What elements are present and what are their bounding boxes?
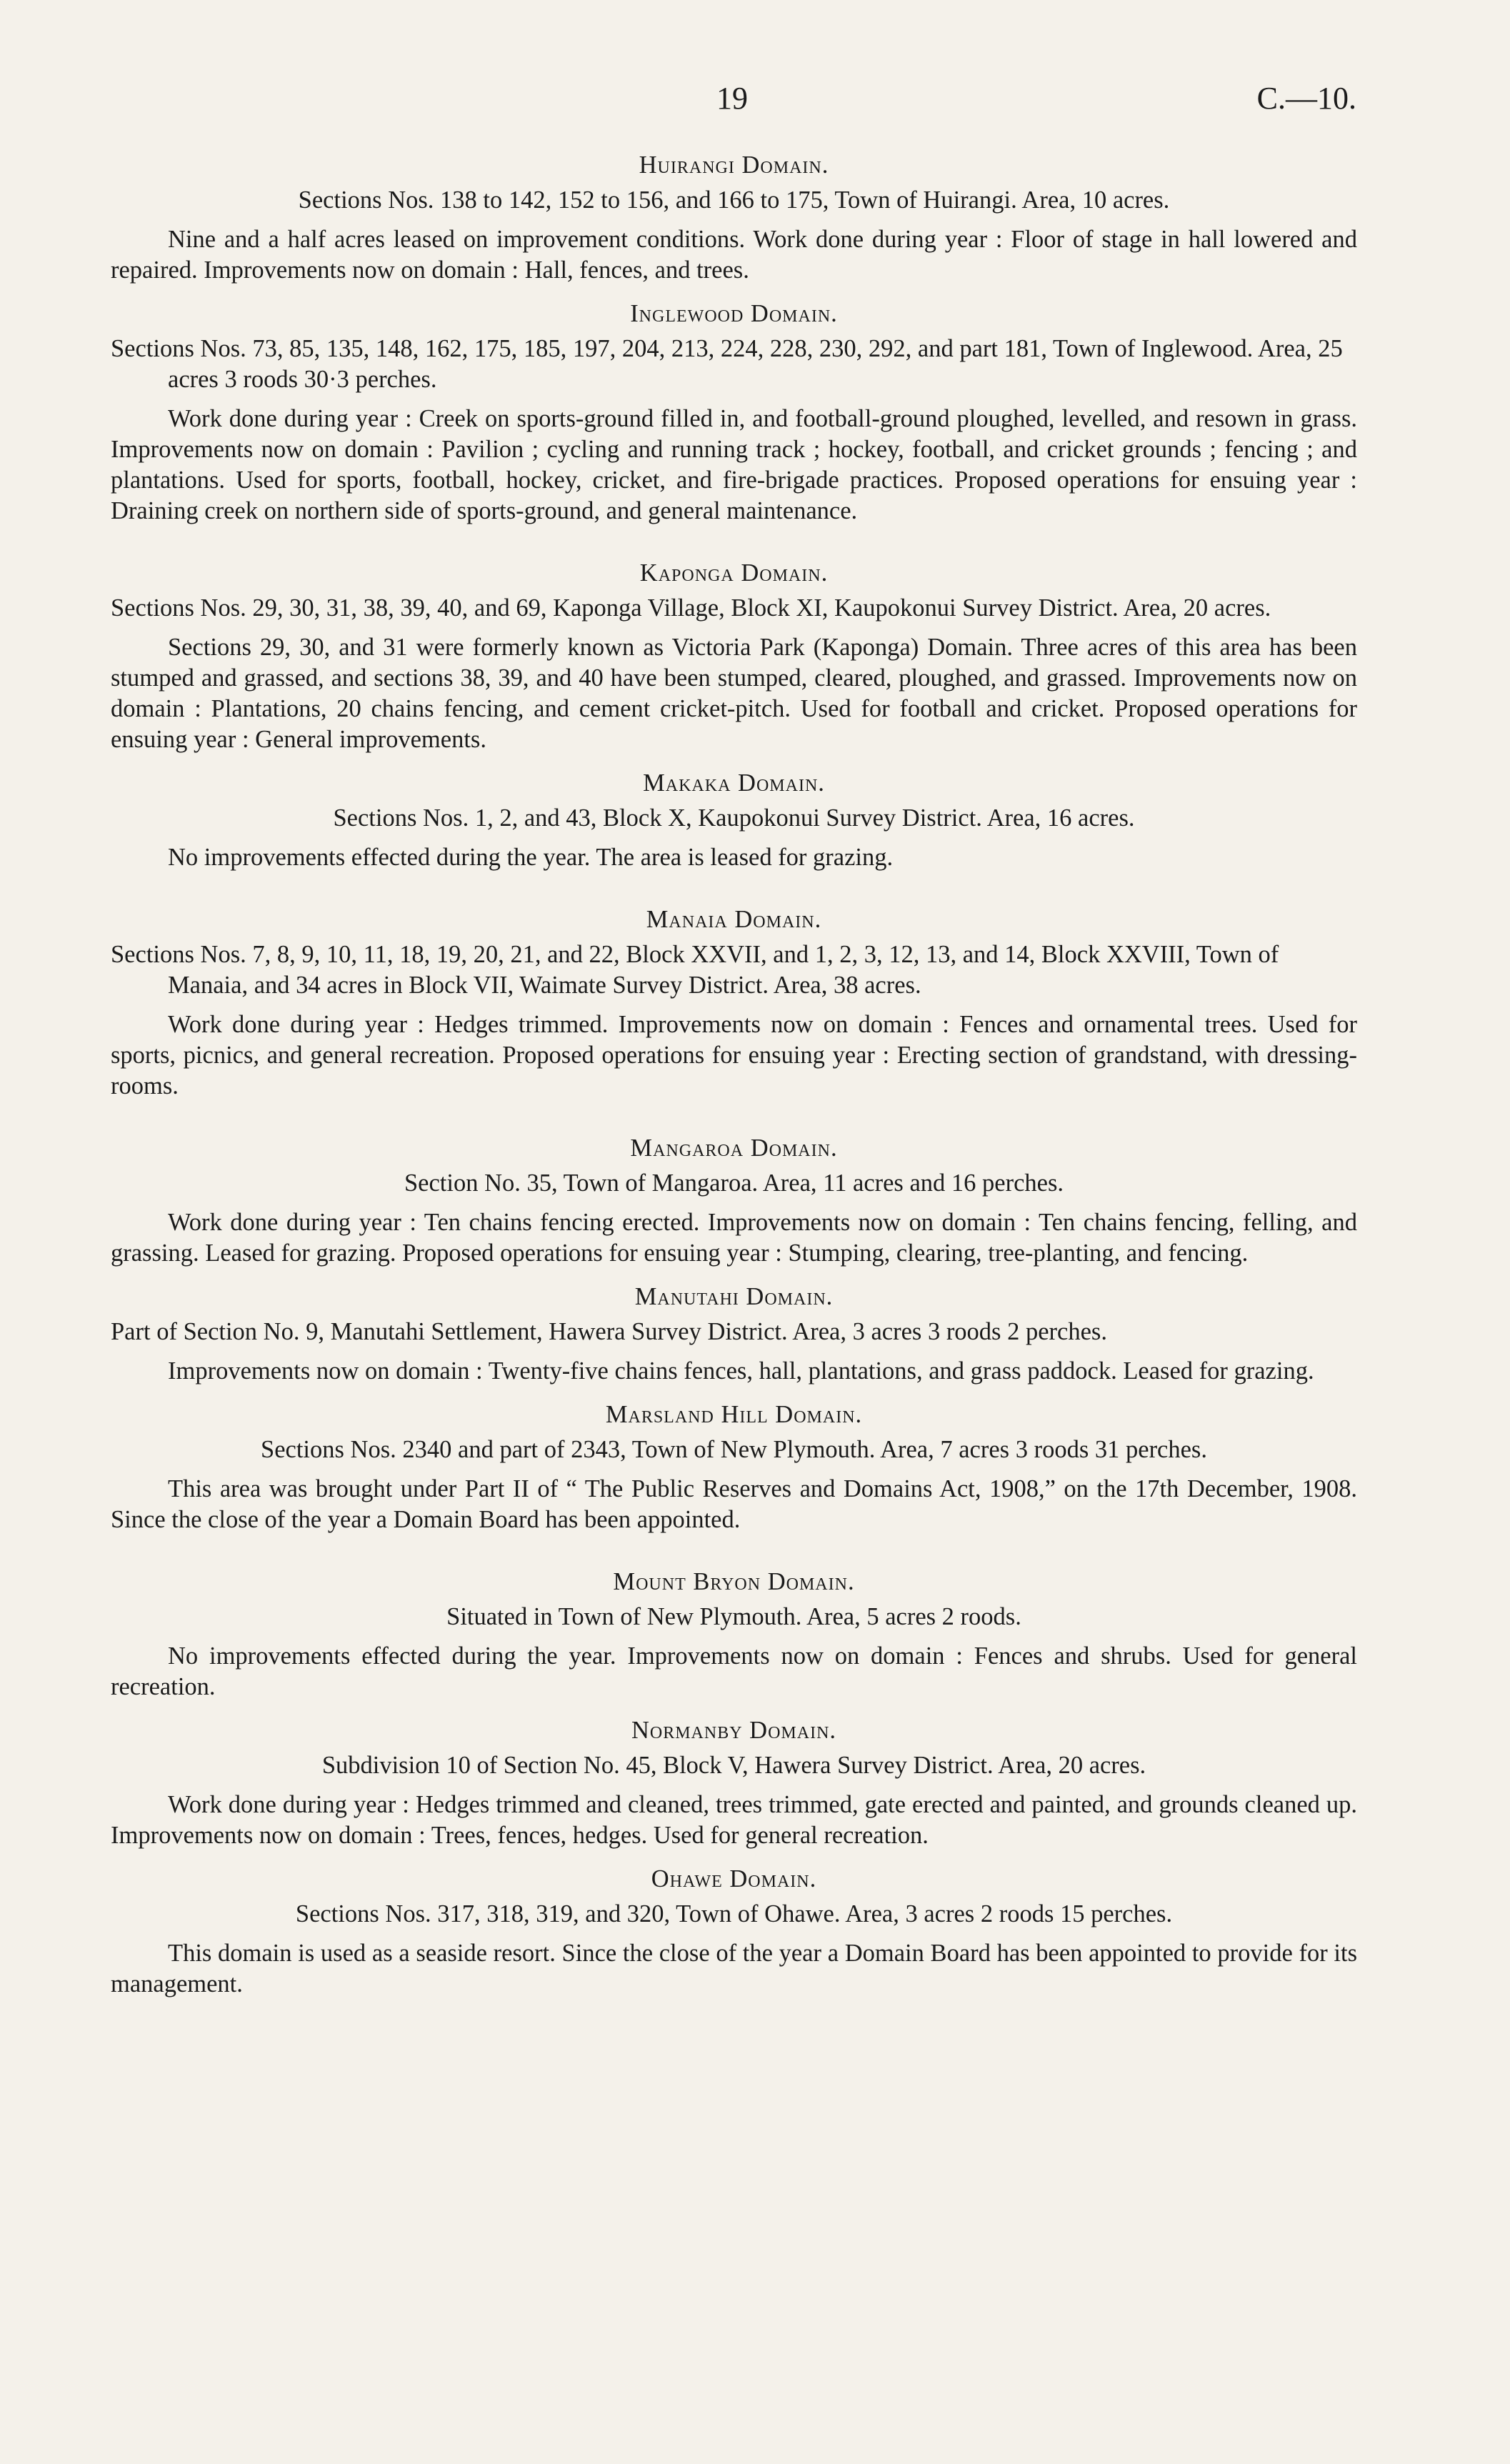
section-description: Sections Nos. 317, 318, 319, and 320, Town of Ohawe. Area, 3 acres 2 roods 15 perches. <box>295 1900 1173 1927</box>
section-heading: Inglewood Domain. <box>630 300 838 327</box>
section-paragraph: Work done during year : Ten chains fencing erected. Improvements now on domain : Ten chains fencing, felling, and grassing. Leased for grazing. Proposed operations for ensuing year : Stumping, clearing, tree-planting, and fencing. <box>111 1209 1357 1267</box>
section-description: Sections Nos. 29, 30, 31, 38, 39, 40, and 69, Kaponga Village, Block XI, Kaupokonui Survey District. Area, 20 acres. <box>111 594 1271 622</box>
section-description: Part of Section No. 9, Manutahi Settlement, Hawera Survey District. Area, 3 acres 3 roods 2 perches. <box>111 1318 1107 1345</box>
section-paragraph: Work done during year : Creek on sports-ground filled in, and football-ground ploughed, levelled, and resown in grass. Improvements now on domain : Pavilion ; cycling and running track ; hockey, football, and cricket grounds ; fencing ; and plantations. Used for sports, football, hockey, cricket, and fire-brigade practices. Proposed operations for ensuing year : Draining creek on northern side of sports-ground, and general maintenance. <box>111 405 1357 524</box>
section-huirangi-domain <box>111 150 1357 286</box>
section-manaia-domain <box>111 904 1357 1102</box>
section-description: Subdivision 10 of Section No. 45, Block V, Hawera Survey District. Area, 20 acres. <box>321 1752 1146 1779</box>
section-mangaroa-domain <box>111 1133 1357 1269</box>
section-heading: Huirangi Domain. <box>639 151 829 179</box>
section-heading: Manutahi Domain. <box>634 1283 834 1310</box>
section-heading: Normanby Domain. <box>631 1717 837 1744</box>
section-paragraph: Improvements now on domain : Twenty-five chains fences, hall, plantations, and grass paddock. Leased for grazing. <box>168 1357 1314 1385</box>
section-paragraph: Nine and a half acres leased on improvement conditions. Work done during year : Floor of stage in hall lowered and repaired. Improvements now on domain : Hall, fences, and trees. <box>111 226 1357 284</box>
section-paragraph: This domain is used as a seaside resort. Since the close of the year a Domain Board has been appointed to provide for its management. <box>111 1940 1357 1997</box>
section-mount-bryon-domain <box>111 1567 1357 1702</box>
section-ohawe-domain <box>111 1864 1357 2000</box>
section-description: Section No. 35, Town of Mangaroa. Area, 11 acres and 16 perches. <box>404 1169 1064 1197</box>
section-paragraph: No improvements effected during the year. Improvements now on domain : Fences and shrubs. Used for general recreation. <box>111 1642 1357 1700</box>
section-description: Sections Nos. 73, 85, 135, 148, 162, 175, 185, 197, 204, 213, 224, 228, 230, 292, and part 181, Town of Inglewood. Area, 25 acres 3 roods 30·3 perches. <box>111 335 1343 393</box>
section-normanby-domain <box>111 1715 1357 1851</box>
section-description: Sections Nos. 138 to 142, 152 to 156, and 166 to 175, Town of Huirangi. Area, 10 acres. <box>298 186 1170 214</box>
section-heading: Kaponga Domain. <box>639 559 829 587</box>
section-makaka-domain <box>111 768 1357 873</box>
running-head <box>0 80 1510 123</box>
section-heading: Mangaroa Domain. <box>630 1134 838 1162</box>
section-heading: Mount Bryon Domain. <box>613 1568 855 1595</box>
section-marsland-hill-domain <box>111 1400 1357 1535</box>
section-heading: Marsland Hill Domain. <box>605 1401 863 1428</box>
document-reference: C.—10. <box>1256 81 1356 116</box>
section-kaponga-domain <box>111 558 1357 755</box>
section-description: Sections Nos. 7, 8, 9, 10, 11, 18, 19, 20, 21, and 22, Block XXVII, and 1, 2, 3, 12, 13, and 14, Block XXVIII, Town of Manaia, and 34 acres in Block VII, Waimate Survey District. Area, 38 acres. <box>111 941 1279 999</box>
section-description: Situated in Town of New Plymouth. Area, 5 acres 2 roods. <box>446 1603 1021 1630</box>
section-description: Sections Nos. 2340 and part of 2343, Town of New Plymouth. Area, 7 acres 3 roods 31 perches. <box>261 1436 1207 1463</box>
section-description: Sections Nos. 1, 2, and 43, Block X, Kaupokonui Survey District. Area, 16 acres. <box>333 804 1135 832</box>
page-number: 19 <box>716 81 748 116</box>
section-heading: Manaia Domain. <box>646 906 822 933</box>
page-body <box>111 150 1357 2012</box>
section-paragraph: No improvements effected during the year. The area is leased for grazing. <box>168 844 894 871</box>
section-manutahi-domain <box>111 1282 1357 1387</box>
section-paragraph: Work done during year : Hedges trimmed and cleaned, trees trimmed, gate erected and painted, and grounds cleaned up. Improvements now on domain : Trees, fences, hedges. Used for general recreation. <box>111 1791 1357 1849</box>
section-heading: Ohawe Domain. <box>651 1865 817 1892</box>
section-paragraph: Sections 29, 30, and 31 were formerly known as Victoria Park (Kaponga) Domain. Three acres of this area has been stumped and grassed, and sections 38, 39, and 40 have been stumped, cleared, ploughed, and grassed. Improvements now on domain : Plantations, 20 chains fencing, and cement cricket-pitch. Used for football and cricket. Proposed operations for ensuing year : General improvements. <box>111 634 1357 753</box>
section-heading: Makaka Domain. <box>643 769 825 797</box>
section-inglewood-domain <box>111 299 1357 527</box>
section-paragraph: This area was brought under Part II of “ The Public Reserves and Domains Act, 1908,” on the 17th December, 1908. Since the close of the year a Domain Board has been appointed. <box>111 1475 1357 1533</box>
section-paragraph: Work done during year : Hedges trimmed. Improvements now on domain : Fences and ornamental trees. Used for sports, picnics, and general recreation. Proposed operations for ensuing year : Erecting section of grandstand, with dressing-rooms. <box>111 1011 1357 1099</box>
